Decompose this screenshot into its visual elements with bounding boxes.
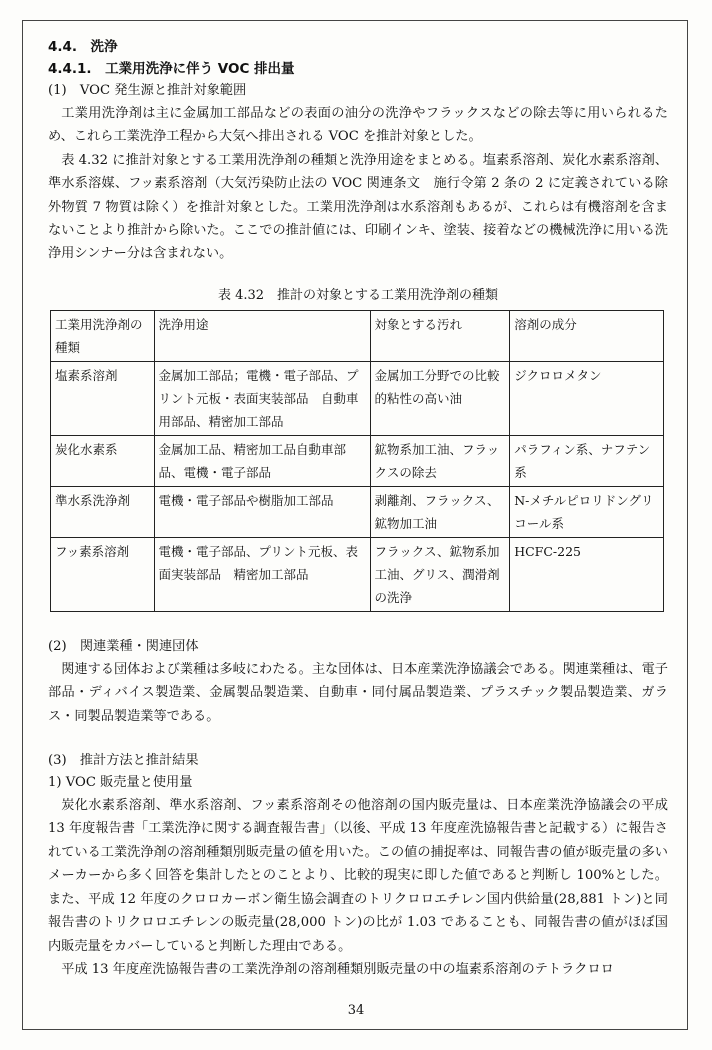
table-cell: フラックス、鉱物系加工油、グリス、潤滑剤の洗浄 <box>370 537 510 611</box>
subsection-title: 4.4.1. 工業用洗浄に伴う VOC 排出量 <box>48 61 295 77</box>
table-cell: 炭化水素系 <box>51 435 155 486</box>
paragraph: 平成 13 年度産洗協報告書の工業洗浄剤の溶剤種類別販売量の中の塩素系溶剤のテトラクロロ <box>61 961 614 977</box>
cleaning-agent-table <box>50 310 664 612</box>
paragraph: 表 4.32 に推計対象とする工業用洗浄剤の種類と洗浄用途をまとめる。塩素系溶剤、炭化水素系溶剤、準水系溶媒、フッ素系溶剤（大気汚染防止法の VOC 関連条文 施行令第 2 条の 2 に定義されている除外物質 7 物質は除く）を推計対象とした。工業用洗浄剤は水系溶剤もあるが、これらは有機溶剤を含まないことより推計から除いた。ここでの推計値には、印刷インキ、塗装、接着などの機械洗浄に用いる洗浄用シンナー分は含まれない。 <box>48 152 668 262</box>
table-cell: 金属加工部品；電機・電子部品、プリント元板・表面実装部品 自動車用部品、精密加工部品 <box>154 361 370 435</box>
table-cell: 電機・電子部品や樹脂加工部品 <box>154 486 370 537</box>
table-row <box>51 537 664 611</box>
table-row <box>51 361 664 435</box>
table-header-cell: 溶剤の成分 <box>510 310 664 361</box>
table-row <box>51 435 664 486</box>
table-row <box>51 486 664 537</box>
sub2-heading: (2) 関連業種・関連団体 <box>48 638 199 654</box>
table-cell: 準水系洗浄剤 <box>51 486 155 537</box>
table-cell: N-メチルピロリドングリコール系 <box>510 486 664 537</box>
table-cell: 剥離剤、フラックス、鉱物加工油 <box>370 486 510 537</box>
table-caption: 表 4.32 推計の対象とする工業用洗浄剤の種類 <box>217 287 499 303</box>
table-cell: 金属加工品、精密加工品自動車部品、電機・電子部品 <box>154 435 370 486</box>
table-cell: パラフィン系、ナフテン系 <box>510 435 664 486</box>
table-header-cell: 対象とする汚れ <box>370 310 510 361</box>
spacer <box>48 728 668 750</box>
paragraph: 炭化水素系溶剤、準水系溶剤、フッ素系溶剤その他溶剤の国内販売量は、日本産業洗浄協議会の平成 13 年度報告書「工業洗浄に関する調査報告書」（以後、平成 13 年度産洗協報告書と記載する）に報告されている工業洗浄剤の溶剤種類別販売量の値を用いた。この値の捕捉率は、同報告書の値が販売量の多いメーカーから多く回答を集計したとのことより、比較的現実に即した値であると判断し 100%とした。また、平成 12 年度のクロロカーボン衛生協会調査のトリクロロエチレン国内供給量(28,881 トン)と同報告書のトリクロロエチレンの販売量(28,000 トン)の比が 1.03 であることも、同報告書の値がほぼ国内販売量をカバーしていると判断した理由である。 <box>48 798 668 954</box>
sub3-item: 1) VOC 販売量と使用量 <box>48 775 193 791</box>
paragraph: 工業用洗浄剤は主に金属加工部品などの表面の油分の洗浄やフラックスなどの除去等に用いられるため、これら工業洗浄工程から大気へ排出される VOC を推計対象とした。 <box>48 106 668 145</box>
page-number: 34 <box>347 1003 365 1018</box>
table-cell: 金属加工分野での比較的粘性の高い油 <box>370 361 510 435</box>
table-cell: ジクロロメタン <box>510 361 664 435</box>
table-header-row <box>51 310 664 361</box>
table-cell: HCFC-225 <box>510 537 664 611</box>
sub1-heading: (1) VOC 発生源と推計対象範囲 <box>48 83 247 98</box>
table-cell: 電機・電子部品、プリント元板、表面実装部品 精密加工部品 <box>154 537 370 611</box>
sub3-heading: (3) 推計方法と推計結果 <box>48 753 199 769</box>
table-header-cell: 工業用洗浄剤の種類 <box>51 310 155 361</box>
section-title: 4.4. 洗浄 <box>48 39 118 55</box>
page-content <box>48 36 668 981</box>
table-header-cell: 洗浄用途 <box>154 310 370 361</box>
table-cell: フッ素系溶剤 <box>51 537 155 611</box>
paragraph: 関連する団体および業種は多岐にわたる。主な団体は、日本産業洗浄協議会である。関連業種は、電子部品・ディバイス製造業、金属製品製造業、自動車・同付属品製造業、プラスチック製品製造業、ガラス・同製品製造業等である。 <box>48 661 668 724</box>
table-cell: 塩素系溶剤 <box>51 361 155 435</box>
spacer <box>48 612 668 636</box>
table-cell: 鉱物系加工油、フラックスの除去 <box>370 435 510 486</box>
